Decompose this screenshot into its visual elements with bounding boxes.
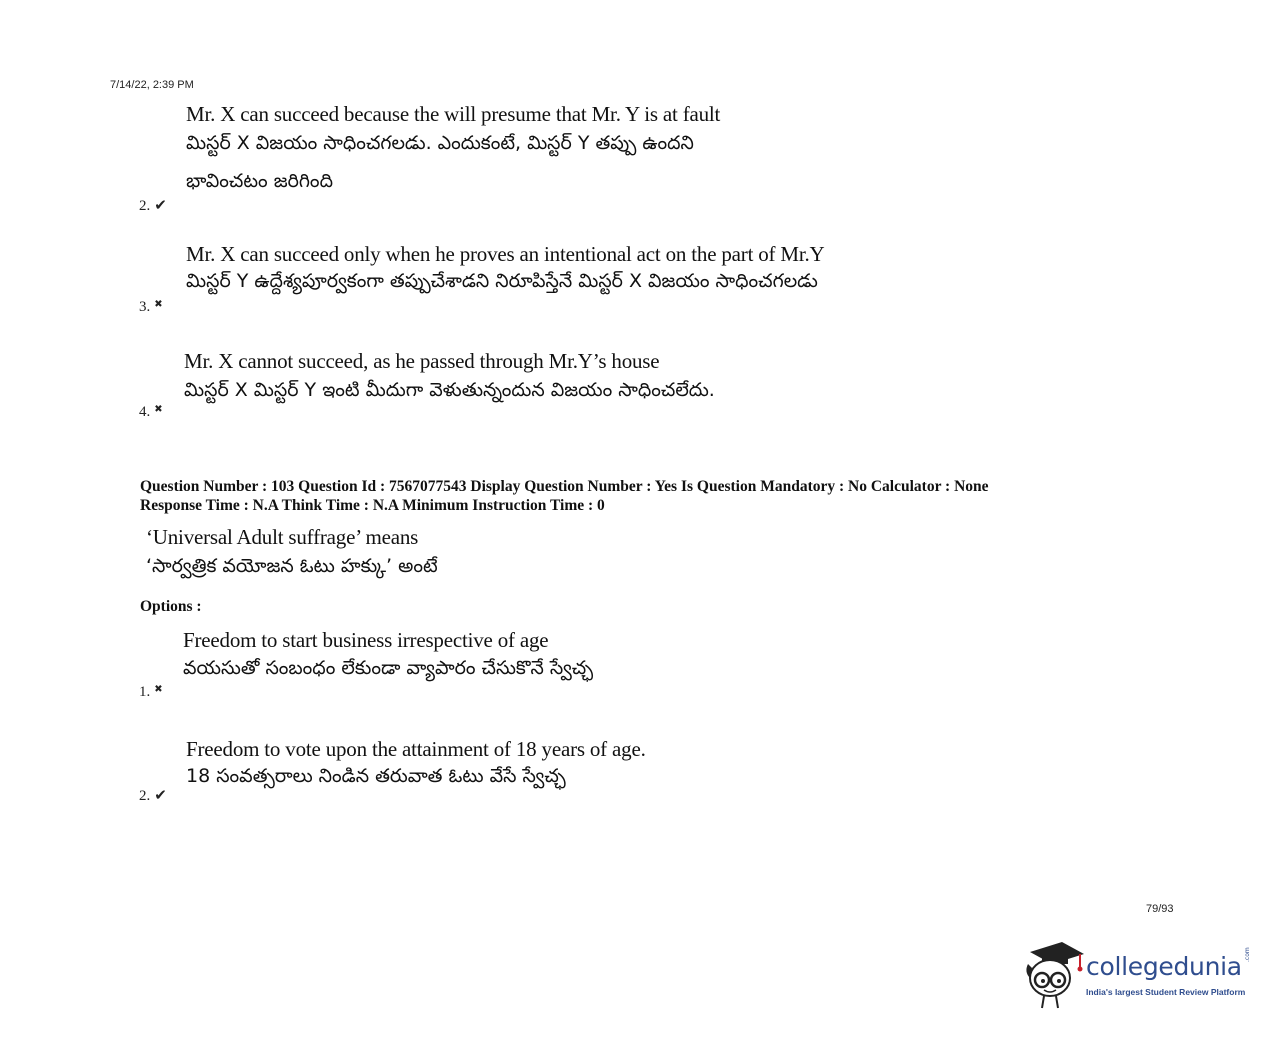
collegedunia-logo[interactable]: [1022, 938, 1262, 1010]
logo-name: collegedunia: [1086, 952, 1242, 981]
correct-check-icon: ✔: [154, 196, 167, 214]
option-number-label: 3.: [139, 299, 151, 315]
option-text-te: భావించటం జరిగింది: [186, 170, 333, 192]
page-number: 79/93: [1146, 903, 1174, 915]
option-number-label: 1.: [139, 684, 151, 700]
question-meta: Question Number : 103 Question Id : 7567077543 Display Question Number : Yes Is Question Mandatory : No Calculator : None: [140, 478, 989, 495]
wrong-cross-icon: ✖: [154, 404, 163, 415]
option-number-label: 2.: [139, 788, 151, 804]
option-text-en: Mr. X can succeed only when he proves an intentional act on the part of Mr.Y: [186, 242, 825, 266]
option-number: [139, 299, 163, 316]
option-text-te: వయసుతో సంబంధం లేకుండా వ్యాపారం చేసుకొనే స్వేచ్ఛ: [183, 657, 594, 679]
option-number: [139, 404, 163, 421]
option-number-label: 2.: [139, 198, 151, 214]
option-number: [139, 786, 167, 805]
print-date: 7/14/22, 2:39 PM: [110, 79, 194, 91]
wrong-cross-icon: ✖: [154, 299, 163, 310]
option-text-te: మిస్టర్ Y ఉద్దేశ్యపూర్వకంగా తప్పుచేశాడని నిరూపిస్తేనే మిస్టర్ X విజయం సాధించగలడు: [186, 270, 818, 292]
mascot-icon: [1022, 938, 1086, 1010]
option-number-label: 4.: [139, 404, 151, 420]
question-meta: Response Time : N.A Think Time : N.A Minimum Instruction Time : 0: [140, 497, 605, 514]
question-text-en: ‘Universal Adult suffrage’ means: [146, 525, 419, 549]
option-text-en: Freedom to vote upon the attainment of 18 years of age.: [186, 737, 646, 761]
option-text-en: Mr. X can succeed because the will presume that Mr. Y is at fault: [186, 102, 721, 126]
option-text-en: Freedom to start business irrespective of age: [183, 628, 549, 652]
option-text-te: 18 సంవత్సరాలు నిండిన తరువాత ఓటు వేసే స్వేచ్ఛ: [186, 765, 566, 787]
logo-suffix: .com: [1244, 947, 1251, 962]
option-number: [139, 196, 167, 215]
correct-check-icon: ✔: [154, 786, 167, 804]
question-text-te: ‘సార్వత్రిక వయోజన ఓటు హక్కు’ అంటే: [146, 555, 438, 577]
option-number: [139, 684, 163, 701]
logo-tagline: India's largest Student Review Platform: [1086, 987, 1246, 997]
option-text-en: Mr. X cannot succeed, as he passed through Mr.Y’s house: [184, 349, 660, 373]
option-text-te: మిస్టర్ X మిస్టర్ Y ఇంటి మీదుగా వెళుతున్నందున విజయం సాధించలేదు.: [184, 379, 715, 401]
options-label: Options :: [140, 598, 202, 615]
wrong-cross-icon: ✖: [154, 684, 163, 695]
option-text-te: మిస్టర్ X విజయం సాధించగలడు. ఎందుకంటే, మిస్టర్ Y తప్పు ఉందని: [186, 132, 694, 154]
